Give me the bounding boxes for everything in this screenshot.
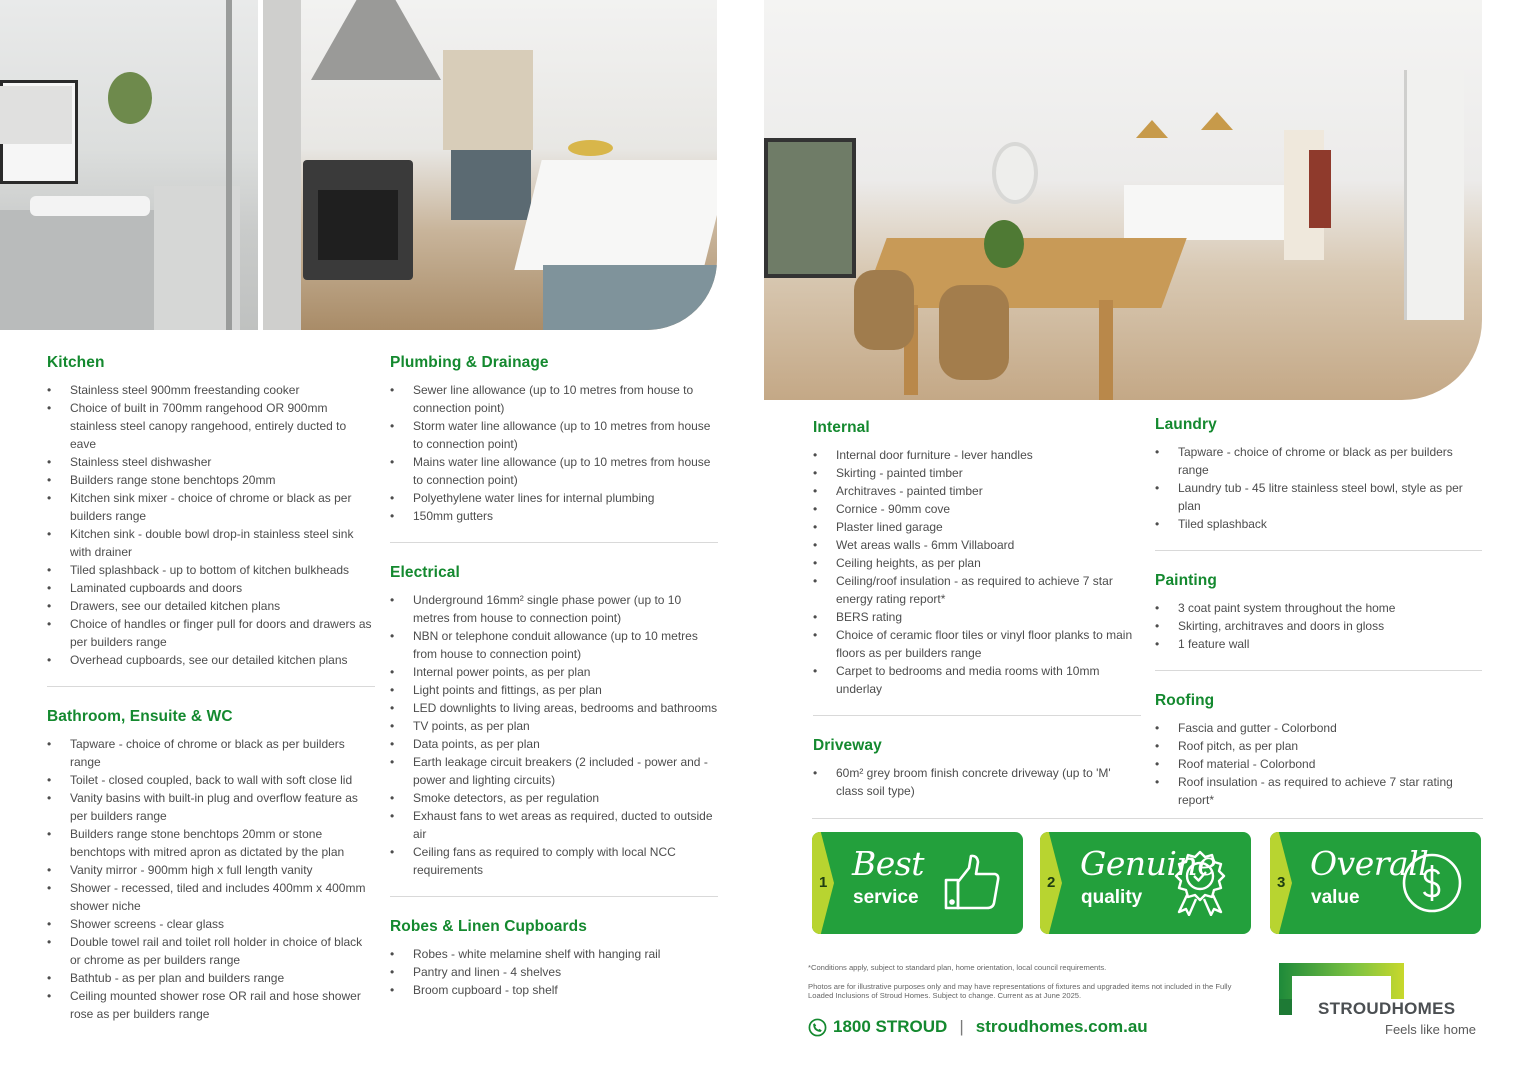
list-item: • Fascia and gutter - Colorbond (1155, 719, 1482, 737)
list-item: • Exhaust fans to wet areas as required, ducted to outside air (390, 807, 718, 843)
internal-section (813, 419, 1141, 698)
internal-list (813, 446, 1141, 698)
divider (1155, 670, 1482, 671)
roofing-list (1155, 719, 1482, 809)
list-item: • BERS rating (813, 608, 1141, 626)
list-item: • Overhead cupboards, see our detailed kitchen plans (47, 651, 375, 669)
list-item: • LED downlights to living areas, bedrooms and bathrooms (390, 699, 718, 717)
list-item: • Storm water line allowance (up to 10 metres from house to connection point) (390, 417, 718, 453)
list-item: • 1 feature wall (1155, 635, 1482, 653)
list-item: • Wet areas walls - 6mm Villaboard (813, 536, 1141, 554)
list-item: • Tiled splashback - up to bottom of kitchen bulkheads (47, 561, 375, 579)
list-item: • Drawers, see our detailed kitchen plans (47, 597, 375, 615)
plumbing-title: Plumbing & Drainage (390, 354, 549, 371)
kitchen-list (47, 381, 375, 669)
list-item: • Data points, as per plan (390, 735, 718, 753)
plumbing-list (390, 381, 718, 525)
list-item: • Toilet - closed coupled, back to wall with soft close lid (47, 771, 375, 789)
divider (47, 686, 375, 687)
dining-photo (764, 0, 1482, 400)
list-item: • Builders range stone benchtops 20mm or stone benchtops with mitred apron as dictated by the plan (47, 825, 375, 861)
logo-wordmark (1318, 999, 1455, 1019)
badge-word: value (1311, 887, 1360, 908)
plumbing-section (390, 354, 718, 525)
list-item: • Internal door furniture - lever handles (813, 446, 1141, 464)
electrical-list (390, 591, 718, 879)
list-item: • Polyethylene water lines for internal plumbing (390, 489, 718, 507)
list-item: • Plaster lined garage (813, 518, 1141, 536)
laundry-list (1155, 443, 1482, 533)
badge-best-service (812, 832, 1023, 934)
list-item: • Roof material - Colorbond (1155, 755, 1482, 773)
badge-overall-value (1270, 832, 1481, 934)
list-item: • Sewer line allowance (up to 10 metres from house to connection point) (390, 381, 718, 417)
driveway-list (813, 764, 1141, 800)
painting-title: Painting (1155, 572, 1217, 589)
separator: | (959, 1017, 964, 1036)
painting-section (1155, 572, 1482, 653)
badge-word: service (853, 887, 919, 908)
badge-script-text: Overall (1310, 844, 1429, 883)
bathroom-title: Bathroom, Ensuite & WC (47, 708, 233, 725)
list-item: • Architraves - painted timber (813, 482, 1141, 500)
divider (390, 542, 718, 543)
laundry-section (1155, 416, 1482, 533)
list-item: • Stainless steel dishwasher (47, 453, 375, 471)
list-item: • Ceiling heights, as per plan (813, 554, 1141, 572)
thumbs-up-icon (943, 852, 1001, 912)
list-item: • Smoke detectors, as per regulation (390, 789, 718, 807)
robes-list (390, 945, 718, 999)
list-item: • Broom cupboard - top shelf (390, 981, 718, 999)
list-item: • Ceiling fans as required to comply with local NCC requirements (390, 843, 718, 879)
list-item: • Laundry tub - 45 litre stainless steel bowl, style as per plan (1155, 479, 1482, 515)
list-item: • Shower screens - clear glass (47, 915, 375, 933)
column-1 (47, 354, 375, 1023)
list-item: • Roof insulation - as required to achieve 7 star rating report* (1155, 773, 1482, 809)
roofing-title: Roofing (1155, 692, 1215, 709)
internal-title: Internal (813, 419, 870, 436)
laundry-title: Laundry (1155, 416, 1217, 433)
photo-disclaimer: Photos are for illustrative purposes only and may have representations of fixtures and upgraded items not included in the Fully Loaded Inclusions of Stroud Homes. Subject to change. Current as at June 2025. (808, 982, 1232, 1000)
list-item: • Bathtub - as per plan and builders range (47, 969, 375, 987)
badge-number: 2 (1047, 874, 1056, 891)
list-item: • TV points, as per plan (390, 717, 718, 735)
list-item: • Skirting, architraves and doors in gloss (1155, 617, 1482, 635)
list-item: • Skirting - painted timber (813, 464, 1141, 482)
kitchen-photo (263, 0, 717, 330)
list-item: • Internal power points, as per plan (390, 663, 718, 681)
list-item: • Stainless steel 900mm freestanding cooker (47, 381, 375, 399)
list-item: • NBN or telephone conduit allowance (up to 10 metres from house to connection point) (390, 627, 718, 663)
list-item: • Light points and fittings, as per plan (390, 681, 718, 699)
list-item: • Choice of handles or finger pull for doors and drawers as per builders range (47, 615, 375, 651)
list-item: • Builders range stone benchtops 20mm (47, 471, 375, 489)
list-item: • Cornice - 90mm cove (813, 500, 1141, 518)
list-item: • Underground 16mm² single phase power (up to 10 metres from house to connection point) (390, 591, 718, 627)
list-item: • 150mm gutters (390, 507, 718, 525)
list-item: • Vanity basins with built-in plug and overflow feature as per builders range (47, 789, 375, 825)
list-item: • Ceiling mounted shower rose OR rail and hose shower rose as per builders range (47, 987, 375, 1023)
list-item: • Carpet to bedrooms and media rooms with 10mm underlay (813, 662, 1141, 698)
badge-script-text: Genuine (1080, 844, 1217, 883)
bathroom-list (47, 735, 375, 1023)
phone-icon (808, 1018, 827, 1037)
list-item: • Double towel rail and toilet roll holder in choice of black or chrome as per builders range (47, 933, 375, 969)
column-4 (1155, 416, 1482, 809)
dollar-circle-icon (1401, 852, 1463, 914)
roofing-section (1155, 692, 1482, 809)
divider (812, 818, 1483, 819)
badge-word: quality (1081, 887, 1143, 908)
list-item: • Robes - white melamine shelf with hanging rail (390, 945, 718, 963)
robes-title: Robes & Linen Cupboards (390, 918, 587, 935)
list-item: • Mains water line allowance (up to 10 metres from house to connection point) (390, 453, 718, 489)
list-item: • 60m² grey broom finish concrete driveway (up to 'M' class soil type) (813, 764, 1141, 800)
kitchen-section (47, 354, 375, 669)
logo-tagline: Feels like home (1385, 1022, 1477, 1037)
divider (813, 715, 1141, 716)
badge-number: 1 (819, 874, 828, 891)
driveway-section (813, 737, 1141, 800)
logo-brand-light: HOMES (1391, 999, 1456, 1018)
list-item: • Roof pitch, as per plan (1155, 737, 1482, 755)
website-link[interactable]: stroudhomes.com.au (975, 1017, 1148, 1036)
kitchen-title: Kitchen (47, 354, 105, 371)
divider (1155, 550, 1482, 551)
column-2 (390, 354, 718, 999)
painting-list (1155, 599, 1482, 653)
list-item: • 3 coat paint system throughout the home (1155, 599, 1482, 617)
award-rosette-icon (1171, 850, 1229, 916)
list-item: • Vanity mirror - 900mm high x full length vanity (47, 861, 375, 879)
list-item: • Shower - recessed, tiled and includes 400mm x 400mm shower niche (47, 879, 375, 915)
electrical-title: Electrical (390, 564, 460, 581)
robes-section (390, 918, 718, 999)
list-item: • Choice of ceramic floor tiles or vinyl floor planks to main floors as per builders range (813, 626, 1141, 662)
list-item: • Tapware - choice of chrome or black as per builders range (47, 735, 375, 771)
bathroom-photo (0, 0, 258, 330)
list-item: • Pantry and linen - 4 shelves (390, 963, 718, 981)
conditions-note: *Conditions apply, subject to standard plan, home orientation, local council requirements. (808, 963, 1107, 972)
divider (390, 896, 718, 897)
list-item: • Kitchen sink - double bowl drop-in stainless steel sink with drainer (47, 525, 375, 561)
contact-line (808, 1017, 1148, 1037)
badge-genuine-quality (1040, 832, 1251, 934)
list-item: • Tapware - choice of chrome or black as per builders range (1155, 443, 1482, 479)
list-item: • Earth leakage circuit breakers (2 included - power and - power and lighting circuits) (390, 753, 718, 789)
list-item: • Laminated cupboards and doors (47, 579, 375, 597)
list-item: • Ceiling/roof insulation - as required to achieve 7 star energy rating report* (813, 572, 1141, 608)
list-item: • Tiled splashback (1155, 515, 1482, 533)
list-item: • Choice of built in 700mm rangehood OR 900mm stainless steel canopy rangehood, entirely ducted to eave (47, 399, 375, 453)
badge-number: 3 (1277, 874, 1286, 891)
list-item: • Kitchen sink mixer - choice of chrome or black as per builders range (47, 489, 375, 525)
driveway-title: Driveway (813, 737, 882, 754)
bathroom-section (47, 708, 375, 1023)
electrical-section (390, 564, 718, 879)
logo-brand-bold: STROUD (1318, 999, 1392, 1018)
phone-number[interactable]: 1800 STROUD (833, 1017, 948, 1036)
badge-script-text: Best (852, 844, 924, 883)
column-3 (813, 419, 1141, 800)
